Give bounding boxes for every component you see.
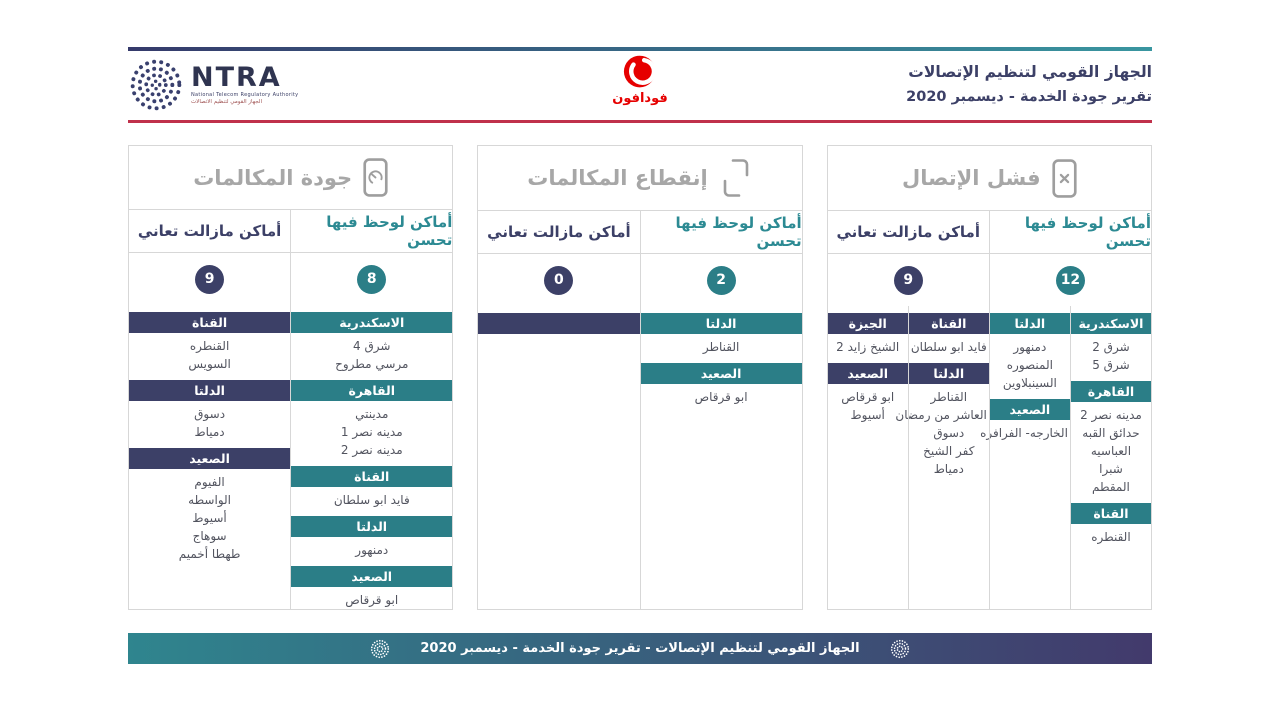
city-item: الواسطه bbox=[188, 493, 232, 507]
phone-x-icon bbox=[1052, 159, 1077, 198]
header bbox=[128, 53, 1152, 117]
ntra-dots-icon bbox=[370, 639, 390, 659]
city-item: شرق 5 bbox=[1092, 358, 1130, 372]
footer-text: الجهاز القومي لتنظيم الإتصالات - تقرير جودة الخدمة - ديسمبر 2020 bbox=[420, 641, 860, 656]
panel-call-quality bbox=[128, 145, 453, 610]
ntra-dots-icon bbox=[128, 57, 184, 113]
panel-body bbox=[828, 254, 1151, 609]
region-header: القناة bbox=[1071, 503, 1151, 524]
ntra-dots-icon bbox=[890, 639, 910, 659]
panel-title bbox=[478, 146, 801, 211]
city-item: مرسي مطروح bbox=[335, 357, 409, 371]
improved-column bbox=[641, 254, 802, 609]
ntra-logo bbox=[128, 57, 298, 113]
region-list bbox=[478, 306, 639, 609]
badge-row bbox=[129, 253, 290, 305]
region-list bbox=[828, 306, 909, 609]
city-item: ابو قرقاص bbox=[841, 390, 895, 404]
empty-region-bar bbox=[478, 313, 639, 334]
column-headers bbox=[828, 211, 1151, 254]
city-item: ابو قرقاص bbox=[345, 593, 399, 607]
region-header: الصعيد bbox=[641, 363, 802, 384]
city-item: القنطره bbox=[189, 339, 230, 353]
region-header: القناة bbox=[909, 313, 989, 334]
city-item: دمياط bbox=[933, 462, 964, 476]
city-item: القناطر bbox=[702, 340, 740, 354]
region-list bbox=[1071, 306, 1151, 609]
suffering-column bbox=[129, 253, 291, 609]
badge-row bbox=[478, 254, 639, 306]
region-header: الاسكندرية bbox=[291, 312, 452, 333]
ntra-name-ar: الجهاز القومي لتنظيم الاتصالات bbox=[191, 99, 263, 106]
city-item: طهطا أخميم bbox=[178, 547, 241, 561]
header-red-rule bbox=[128, 120, 1152, 123]
improved-count-badge: 8 bbox=[357, 265, 386, 294]
city-item: الشيخ زايد 2 bbox=[836, 340, 900, 354]
suffering-header: أماكن مازالت تعاني bbox=[129, 210, 291, 252]
region-header: الدلتا bbox=[909, 363, 989, 384]
region-header: الدلتا bbox=[291, 516, 452, 537]
region-list bbox=[291, 305, 452, 609]
region-list bbox=[980, 306, 1071, 609]
region-header: الصعيد bbox=[129, 448, 290, 469]
panel-title-text: إنقطاع المكالمات bbox=[527, 166, 708, 190]
city-item: كفر الشيخ bbox=[923, 444, 975, 458]
improved-header: أماكن لوحظ فيها تحسن bbox=[1024, 214, 1151, 250]
city-item: دسوق bbox=[933, 426, 965, 440]
panel-body bbox=[478, 254, 801, 609]
panel-call-failure bbox=[827, 145, 1152, 610]
badge-row bbox=[641, 254, 802, 306]
improved-header: أماكن لوحظ فيها تحسن bbox=[326, 213, 453, 250]
suffering-column bbox=[478, 254, 640, 609]
region-list bbox=[641, 306, 802, 609]
region-header: القاهرة bbox=[1071, 381, 1151, 402]
city-item: أسيوط bbox=[192, 511, 227, 525]
region-header: الصعيد bbox=[828, 363, 908, 384]
header-titles bbox=[906, 60, 1152, 110]
city-item: السويس bbox=[188, 357, 231, 371]
suffering-count-badge: 0 bbox=[544, 266, 573, 295]
report-title: تقرير جودة الخدمة - ديسمبر 2020 bbox=[906, 89, 1152, 105]
city-item: مدينتي bbox=[355, 407, 389, 421]
region-header: القاهرة bbox=[291, 380, 452, 401]
improved-column bbox=[291, 253, 452, 609]
city-item: سوهاج bbox=[192, 529, 227, 543]
region-header: الصعيد bbox=[990, 399, 1070, 420]
city-item: السينبلاوين bbox=[1002, 376, 1057, 390]
city-item: دسوق bbox=[194, 407, 226, 421]
city-item: دمنهور bbox=[1013, 340, 1047, 354]
panels-container bbox=[128, 145, 1152, 610]
city-item: مدينه نصر 2 bbox=[340, 443, 403, 457]
city-item: المقطم bbox=[1092, 480, 1130, 494]
suffering-header: أماكن مازالت تعاني bbox=[828, 211, 990, 253]
vodafone-speechmark-icon bbox=[624, 55, 657, 88]
region-header: الصعيد bbox=[291, 566, 452, 587]
footer-bar bbox=[128, 633, 1152, 664]
vodafone-label: فودافون bbox=[612, 91, 668, 106]
region-header: الاسكندرية bbox=[1071, 313, 1151, 334]
panel-call-drops bbox=[477, 145, 802, 610]
badge-row bbox=[291, 253, 452, 305]
region-header: الدلتا bbox=[129, 380, 290, 401]
ntra-acronym: NTRA bbox=[191, 62, 282, 94]
org-title: الجهاز القومي لتنظيم الإتصالات bbox=[908, 63, 1152, 81]
city-item: العاشر من رمضان bbox=[895, 408, 987, 422]
panel-title-text: فشل الإتصال bbox=[901, 166, 1041, 190]
city-item: شبرا bbox=[1099, 462, 1123, 476]
city-item: دمنهور bbox=[355, 543, 389, 557]
phone-gauge-icon bbox=[363, 158, 388, 197]
region-list bbox=[129, 305, 290, 609]
panel-body bbox=[129, 253, 452, 609]
city-item: فايد ابو سلطان bbox=[333, 493, 410, 507]
improved-column bbox=[980, 254, 1151, 609]
improved-header: أماكن لوحظ فيها تحسن bbox=[675, 214, 802, 250]
ntra-name-en: National Telecom Regulatory Authority bbox=[191, 92, 299, 99]
vodafone-logo bbox=[612, 55, 668, 106]
city-item: الفيوم bbox=[194, 475, 225, 489]
column-headers bbox=[478, 211, 801, 254]
panel-title-text: جودة المكالمات bbox=[193, 165, 353, 190]
city-item: دمياط bbox=[194, 425, 225, 439]
badge-row bbox=[990, 254, 1151, 306]
improved-count-badge: 12 bbox=[1056, 266, 1085, 295]
badge-row bbox=[828, 254, 989, 306]
city-item: ابو قرقاص bbox=[694, 390, 748, 404]
phone-broken-icon bbox=[719, 158, 753, 198]
improved-count-badge: 2 bbox=[707, 266, 736, 295]
panel-title bbox=[828, 146, 1151, 211]
region-header: الدلتا bbox=[990, 313, 1070, 334]
panel-title bbox=[129, 146, 452, 210]
city-item: فايد ابو سلطان bbox=[910, 340, 987, 354]
suffering-count-badge: 9 bbox=[894, 266, 923, 295]
region-header: القناة bbox=[129, 312, 290, 333]
city-item: شرق 4 bbox=[353, 339, 391, 353]
region-header: الجيزة bbox=[828, 313, 908, 334]
suffering-header: أماكن مازالت تعاني bbox=[478, 211, 640, 253]
column-headers bbox=[129, 210, 452, 253]
city-item: مدينه نصر 2 bbox=[1080, 408, 1142, 422]
region-header: القناة bbox=[291, 466, 452, 487]
header-top-rule bbox=[128, 47, 1152, 51]
suffering-count-badge: 9 bbox=[195, 265, 224, 294]
city-item: الخارجه- الفرافره bbox=[980, 426, 1068, 440]
city-item: المنصوره bbox=[1006, 358, 1053, 372]
city-item: القناطر bbox=[930, 390, 968, 404]
region-list bbox=[895, 306, 989, 609]
suffering-column bbox=[828, 254, 990, 609]
region-header: الدلتا bbox=[641, 313, 802, 334]
city-item: حدائق القبه bbox=[1082, 426, 1140, 440]
city-item: أسيوط bbox=[850, 408, 885, 422]
city-item: شرق 2 bbox=[1092, 340, 1130, 354]
city-item: مدينه نصر 1 bbox=[340, 425, 403, 439]
city-item: القنطره bbox=[1091, 530, 1131, 544]
city-item: العباسيه bbox=[1090, 444, 1132, 458]
